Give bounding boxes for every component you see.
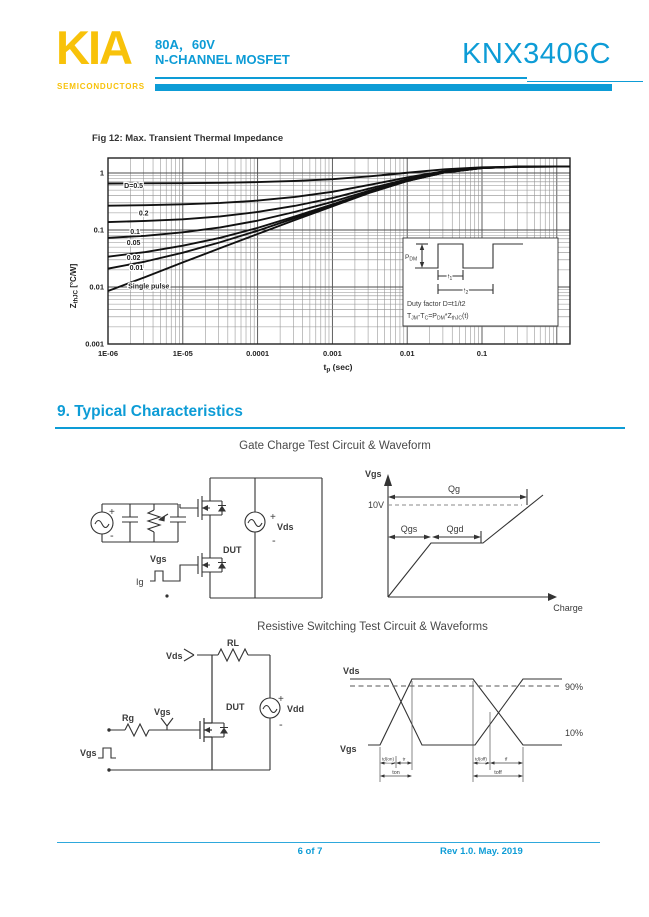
inset-duty-text: Duty factor D=t1/t2: [407, 301, 466, 308]
dut-label: DUT: [223, 545, 242, 555]
vdd-plus-sign: +: [278, 694, 284, 705]
vds-source-label: Vds: [277, 522, 294, 532]
inset-formula: $T_{JM}-T_C=P_{DM}*Z_{thJC}(t)$: [407, 313, 469, 322]
curve-label: 0.2: [138, 210, 149, 218]
vdd-minus-sign: -: [279, 719, 283, 731]
footer-rule: [57, 842, 600, 843]
qgd-label: Qgd: [446, 524, 464, 534]
device-type: N-CHANNEL MOSFET: [155, 52, 290, 67]
gate-charge-waveform: [342, 452, 622, 617]
terminal-dot: [107, 768, 110, 771]
header-rule-thin-right: [527, 81, 643, 83]
resistive-switching-waveform: [338, 648, 618, 793]
bias-plus-sign: +: [109, 507, 115, 518]
curve-label: 0.05: [126, 240, 141, 248]
svg-text:0.1: 0.1: [93, 225, 104, 235]
part-number: KNX3406C: [462, 38, 612, 70]
dut-label: DUT: [226, 702, 245, 712]
vgs-axis-label: Vgs: [365, 469, 382, 479]
curve-label: D=0.5: [124, 183, 144, 191]
inset-pdm-label: $P_{DM}$: [405, 254, 418, 263]
inset-t1-label: $t_1$: [447, 273, 453, 282]
svg-text:0.01: 0.01: [399, 349, 415, 358]
page-number: 6 of 7: [297, 846, 323, 857]
v10-label: 10V: [367, 500, 384, 510]
inset-t2-label: $t_2$: [463, 287, 469, 296]
chart-x-axis-label: tp (sec): [323, 362, 353, 374]
vgs-input-label: Vgs: [80, 748, 97, 758]
curve-label: Single pulse: [128, 283, 170, 291]
y-axis-arrow: [384, 474, 392, 486]
vgs-pulse-glyph: [98, 748, 116, 758]
ig-label: Ig: [136, 577, 144, 587]
svg-text:0.01: 0.01: [89, 282, 104, 292]
vgs-trace: [368, 679, 562, 745]
svg-text:1E-05: 1E-05: [172, 349, 193, 358]
qgs-label: Qgs: [400, 524, 418, 534]
section-title: . Typical Characteristics: [65, 403, 243, 420]
kia-logo-subtext: SEMICONDUCTORS: [57, 82, 145, 91]
gate-wire: [168, 565, 198, 581]
capacitor-2: [170, 504, 186, 542]
gate-charge-curve: [388, 495, 543, 597]
resistive-switching-title: Resistive Switching Test Circuit & Waveforms: [257, 621, 488, 633]
p10-label: 10%: [565, 728, 584, 738]
svg-text:1: 1: [99, 168, 104, 178]
revision-text: Rev 1.0. May. 2019: [440, 846, 523, 857]
capacitor-1: [122, 504, 138, 542]
vds-minus-sign: -: [272, 535, 276, 547]
timing-ticks: [380, 681, 523, 782]
td-off-label: td(off): [475, 756, 487, 762]
rg-label: Rg: [122, 713, 134, 723]
vds-plus-sign: +: [270, 512, 276, 523]
gate-charge-circuit: [72, 458, 352, 633]
vdd-label: Vdd: [287, 704, 304, 714]
curve-label: 0.01: [129, 264, 144, 272]
svg-text:0.1: 0.1: [476, 349, 488, 358]
device-rating: 80A，60V: [155, 37, 215, 52]
p90-label: 90%: [565, 682, 584, 692]
curve-label: 0.02: [126, 254, 141, 262]
vgs-trace-label: Vgs: [340, 744, 357, 754]
rg-resistor: [125, 724, 149, 736]
tr-label: tr: [402, 756, 406, 762]
dut-mosfet: [200, 655, 228, 770]
vds-trace-label: Vds: [343, 666, 360, 676]
upper-mosfet: [180, 478, 226, 545]
svg-text:0.001: 0.001: [323, 349, 342, 358]
vgs-label: Vgs: [150, 554, 167, 564]
dut-mosfet: [198, 545, 226, 598]
td-on-label: td(on): [381, 756, 395, 762]
thermal-impedance-chart: [60, 146, 590, 378]
header-rule-thin-left: [155, 77, 527, 79]
ig-pulse-glyph: [150, 571, 168, 581]
rl-label: RL: [227, 638, 239, 648]
curve-d-0.5: [108, 167, 570, 184]
vgs-probe-arrow: [161, 718, 173, 730]
svg-text:1E-06: 1E-06: [97, 349, 119, 358]
vds-trace: [350, 679, 562, 745]
header-rule-thick: [155, 84, 612, 91]
bias-minus-sign: -: [110, 530, 114, 542]
chart-y-axis-label: $Z_{thJC}$ [°C/W]: [69, 263, 80, 309]
figure12-title: Fig 12: Max. Transient Thermal Impedance: [92, 133, 284, 144]
vds-probe-arrow: [184, 649, 194, 661]
qg-label: Qg: [447, 484, 461, 494]
toff-label: toff: [494, 770, 502, 776]
gate-charge-title: Gate Charge Test Circuit & Waveform: [239, 440, 431, 452]
node-dot: [165, 594, 168, 597]
section-number: 9: [57, 403, 66, 420]
resistive-switching-circuit: [70, 638, 350, 803]
rl-resistor: [218, 649, 248, 661]
curve-0.1: [108, 167, 570, 223]
curve-label: 0.1: [130, 228, 140, 236]
x-axis-arrow: [548, 593, 557, 601]
chart-inset: [403, 238, 558, 326]
section-heading: [57, 403, 243, 421]
svg-text:0.001: 0.001: [85, 339, 104, 349]
tf-label: tf: [504, 756, 508, 762]
vgs-probe-label: Vgs: [154, 707, 171, 717]
ton-label: ton: [392, 770, 400, 776]
section-underline: [55, 427, 625, 429]
vds-probe-label: Vds: [166, 651, 183, 661]
svg-text:0.0001: 0.0001: [246, 349, 270, 358]
kia-logo: KIA: [56, 21, 131, 74]
terminal-dot: [107, 728, 110, 731]
charge-axis-label: Charge: [553, 603, 583, 613]
